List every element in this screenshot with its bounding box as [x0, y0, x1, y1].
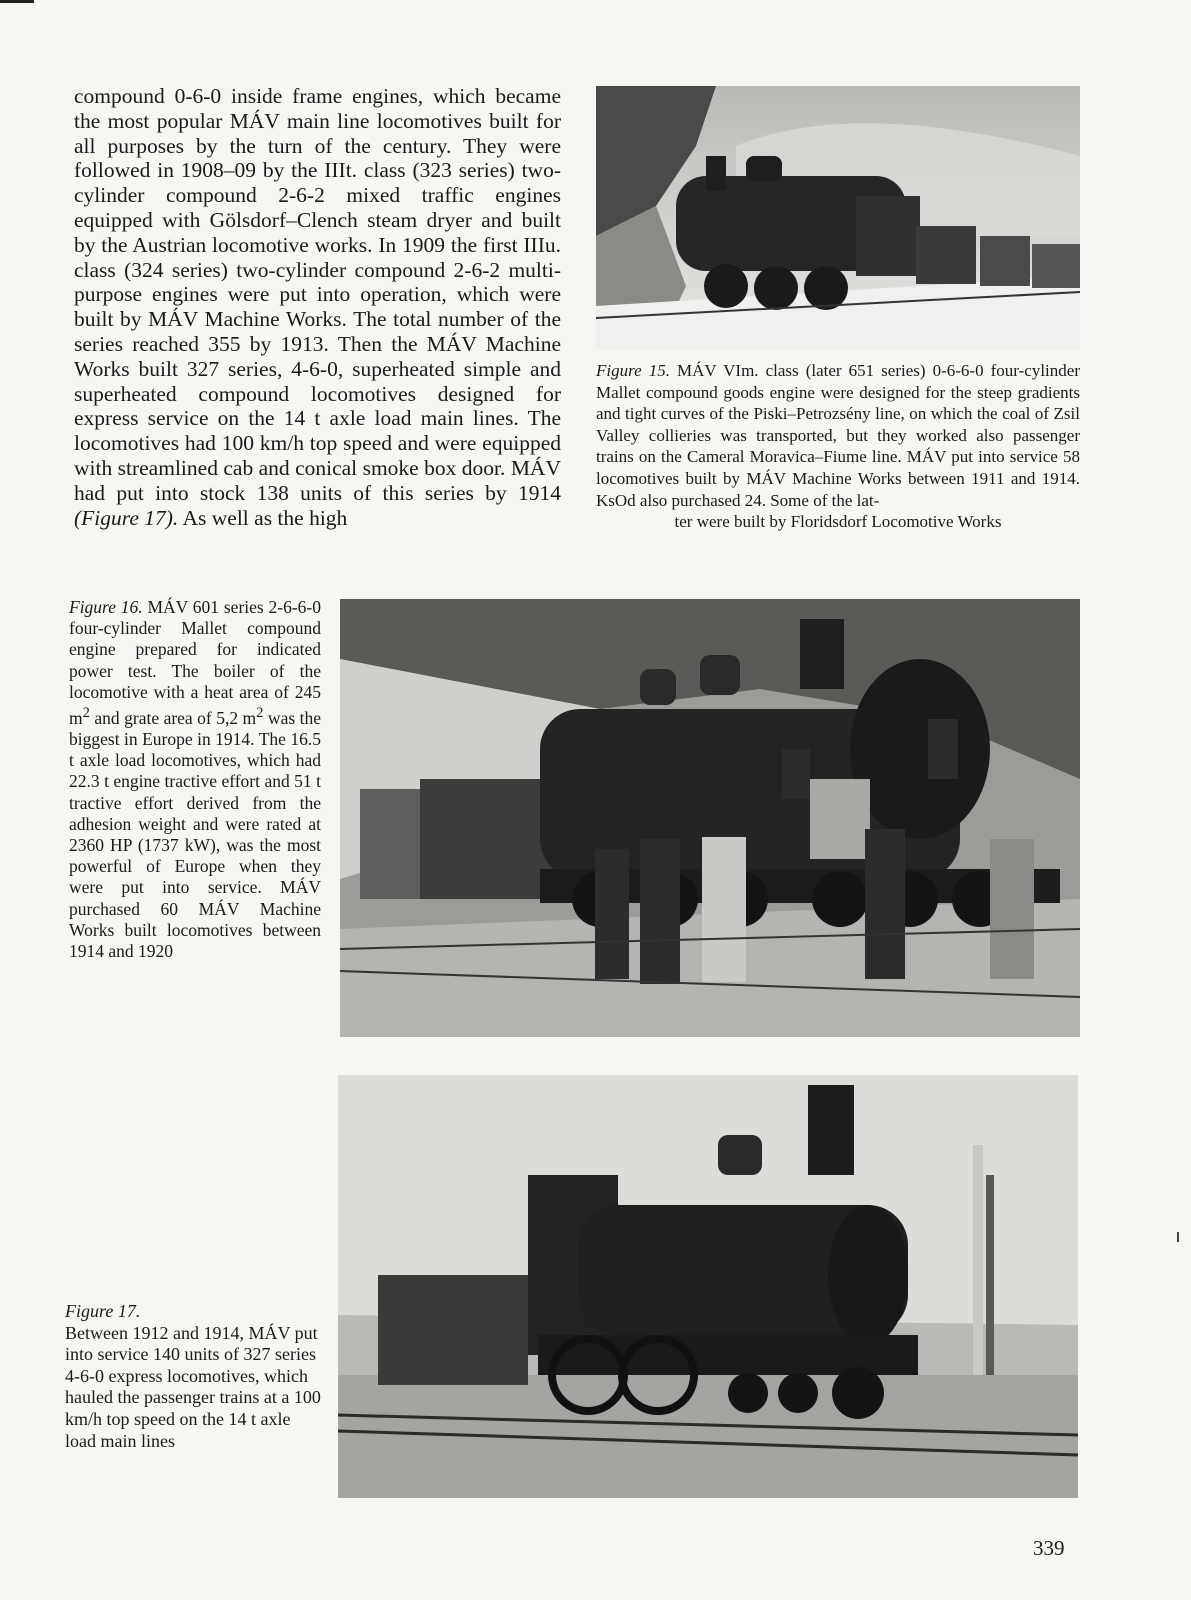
body-text-main: compound 0-6-0 inside frame engines, which became the most popular MÁV main line locomotives built for all purposes by the turn of the century. They were followed in 1908–09 by the IIIt. class (323 series) two-cylinder compound 2-6-2 mixed traffic engines equipped with Gölsdorf–Clench steam dryer and built by the Austrian locomotive works. In 1909 the first IIIu. class (324 series) two-cylinder compound 2-6-2 multi-purpose engines were put into operation, which were built by MÁV Machine Works. The total number of the series reached 355 by 1913. Then the MÁV Machine Works built 327 series, 4-6-0, superheated simple and superheated compound locomotives designed for express service on the 14 t axle load main lines. The locomotives had 100 km/h top speed and were equipped with streamlined cab and conical smoke box door. MÁV had put into stock 138 units of this series by 1914 [74, 84, 561, 505]
figure-17-photo [338, 1075, 1078, 1498]
figure-17-caption [65, 1301, 325, 1452]
figure-16-caption-part-b: and grate area of 5,2 m [89, 707, 257, 728]
margin-mark [1177, 1232, 1179, 1242]
figure-16-superscript-2: 2 [256, 705, 264, 722]
figure-16-superscript-1: 2 [82, 705, 90, 722]
figure-17-caption-text: Between 1912 and 1914, MÁV put into service 140 units of 327 series 4-6-0 express locomotives, which hauled the passenger trains at a 100 km/h top speed on the 14 t axle load main lines [65, 1322, 321, 1451]
figure-15-caption-last-line: ter were built by Floridsdorf Locomotive Works [674, 512, 1002, 532]
page-number: 339 [1033, 1536, 1065, 1560]
figure-15-caption-text: MÁV VIm. class (later 651 series) 0-6-6-0 four-cylinder Mallet compound goods engine were designed for the steep gradients and tight curves of the Piski–Petrozsény line, on which the coal of Zsil Valley collieries was transported, but they worked also passenger trains on the Cameral Moravica–Fiume line. MÁV put into service 58 locomotives built by MÁV Machine Works between 1911 and 1914. KsOd also purchased 24. Some of the lat- [596, 361, 1080, 510]
figure-16-photo [340, 599, 1080, 1037]
figure-17-reference: (Figure 17). [74, 505, 179, 530]
figure-16-label: Figure 16. [69, 597, 143, 617]
figure-15-photo [596, 86, 1080, 350]
figure-17-label: Figure 17. [65, 1301, 141, 1321]
corner-mark [0, 0, 34, 3]
figure-16-caption-part-a: MÁV 601 series 2-6-6-0 four-cylinder Mallet compound engine prepared for indicated power test. The boiler of the locomotive with a heat area of 245 m [69, 597, 321, 728]
figure-15-caption [596, 360, 1080, 533]
figure-16-caption-part-c: was the biggest in Europe in 1914. The 16.5 t axle load locomotives, which had 22.3 t engine tractive effort and 51 t tractive effort derived from the adhesion weight and were rated at 2360 HP (1737 kW), was the most powerful of Europe when they were put into service. MÁV purchased 60 MÁV Machine Works built locomotives between 1914 and 1920 [69, 707, 321, 962]
figure-16-caption [69, 597, 321, 962]
figure-15-label: Figure 15. [596, 361, 670, 380]
body-text-tail: As well as the high [178, 505, 348, 530]
body-text [74, 84, 561, 530]
